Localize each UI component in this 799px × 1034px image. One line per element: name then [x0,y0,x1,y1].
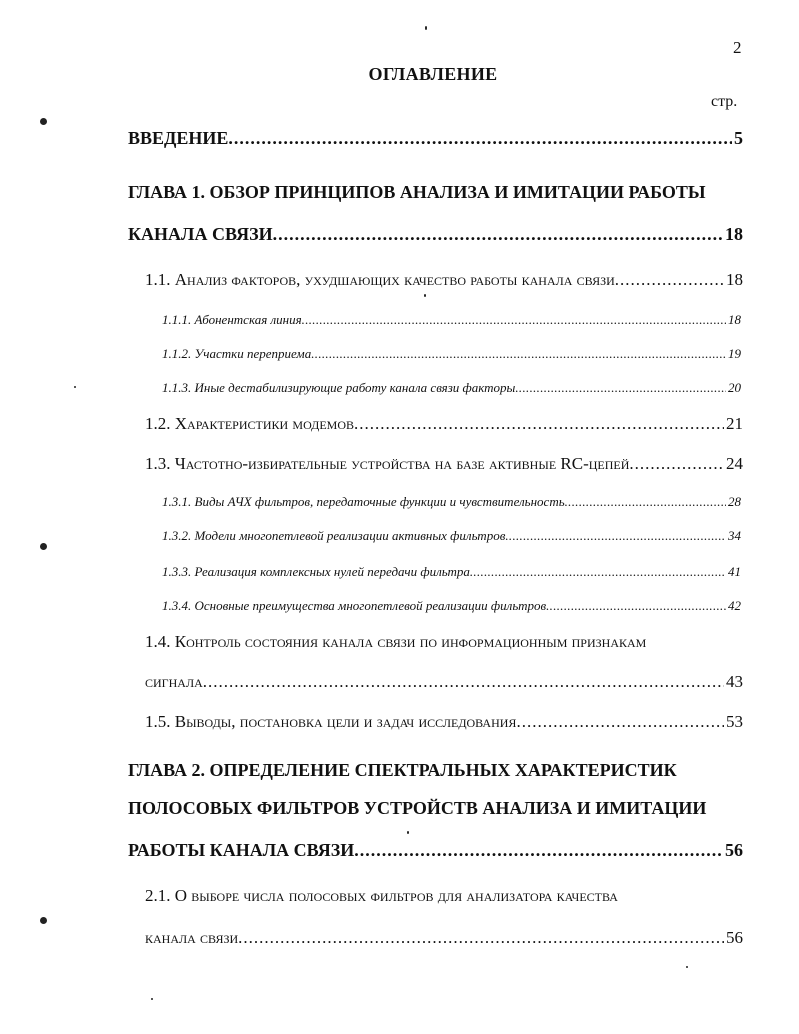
scan-speck [40,118,47,125]
toc-section-1-2[interactable] [145,414,743,434]
scan-speck [40,917,47,924]
toc-subsection-1-1-1[interactable] [162,312,741,328]
toc-entry-label: ВВЕДЕНИЕ [128,128,229,148]
toc-entry-page: 21 [726,414,743,433]
toc-entry-label: 1.3. Частотно-избирательные устройства на базе активные RC-цепей [145,454,630,473]
dot-leader [302,312,726,328]
toc-subsection-1-3-3[interactable] [162,564,741,580]
dot-leader [615,270,724,290]
toc-entry-page: 41 [728,564,741,579]
dot-leader [505,528,726,544]
scan-speck [407,831,409,834]
toc-entry-page: 24 [726,454,743,473]
toc-chapter-2-line-2[interactable]: ПОЛОСОВЫХ ФИЛЬТРОВ УСТРОЙСТВ АНАЛИЗА И ИМИТАЦИИ [128,798,707,818]
toc-entry-label: 1.2. Характеристики модемов [145,414,355,433]
toc-entry-page: 56 [725,840,743,860]
toc-subsection-1-1-2[interactable] [162,346,741,362]
dot-leader [273,224,723,245]
scan-speck [74,386,76,388]
toc-entry-label: 1.1.1. Абонентская линия [162,312,302,327]
dot-leader [546,598,726,614]
dot-leader [311,346,726,362]
toc-entry-page: 18 [728,312,741,327]
toc-subsection-1-3-4[interactable] [162,598,741,614]
toc-entry-label: РАБОТЫ КАНАЛА СВЯЗИ [128,840,355,860]
toc-entry-introduction[interactable] [128,128,743,149]
toc-entry-label: 1.1.2. Участки переприема [162,346,312,361]
toc-section-1-4-line-1[interactable]: 1.4. Контроль состояния канала связи по информационным признакам [145,632,647,651]
page-column-label: стр. [711,93,738,110]
page-title: ОГЛАВЛЕНИЕ [368,64,498,84]
toc-entry-label: КАНАЛА СВЯЗИ [128,224,273,244]
dot-leader [354,414,724,434]
toc-entry-page: 18 [725,224,743,244]
toc-chapter-1-line-1[interactable]: ГЛАВА 1. ОБЗОР ПРИНЦИПОВ АНАЛИЗА И ИМИТАЦИИ РАБОТЫ [128,182,706,202]
toc-entry-label: 1.3.1. Виды АЧХ фильтров, передаточные функции и чувствительность [162,494,565,509]
toc-entry-label: канала связи [145,928,239,947]
dot-leader [516,712,724,732]
toc-entry-page: 18 [726,270,743,289]
toc-entry-label: 1.1. Анализ факторов, ухудшающих качество работы канала связи [145,270,615,289]
toc-chapter-2[interactable] [128,840,743,861]
toc-section-1-1[interactable] [145,270,743,290]
dot-leader [565,494,726,510]
toc-entry-label: сигнала [145,672,203,691]
page-number: 2 [733,38,742,57]
toc-subsection-1-1-3[interactable] [162,380,741,396]
scan-speck [425,26,427,30]
dot-leader [238,928,724,948]
toc-entry-page: 43 [726,672,743,691]
toc-entry-page: 53 [726,712,743,731]
toc-entry-page: 20 [728,380,741,395]
dot-leader [515,380,726,396]
toc-subsection-1-3-2[interactable] [162,528,741,544]
dot-leader [629,454,724,474]
toc-section-1-4[interactable] [145,672,743,692]
dot-leader [470,564,726,580]
toc-section-1-3[interactable] [145,454,743,474]
toc-entry-page: 5 [734,128,743,148]
toc-entry-page: 42 [728,598,741,613]
toc-entry-label: 1.5. Выводы, постановка цели и задач исследования [145,712,517,731]
toc-subsection-1-3-1[interactable] [162,494,741,510]
toc-entry-label: 1.3.2. Модели многопетлевой реализации активных фильтров [162,528,506,543]
toc-entry-page: 56 [726,928,743,947]
toc-entry-label: 1.3.3. Реализация комплексных нулей передачи фильтра [162,564,470,579]
dot-leader [203,672,724,692]
toc-chapter-1[interactable] [128,224,743,245]
scan-speck [686,966,688,968]
toc-chapter-2-line-1[interactable]: ГЛАВА 2. ОПРЕДЕЛЕНИЕ СПЕКТРАЛЬНЫХ ХАРАКТЕРИСТИК [128,760,677,780]
scan-speck [424,294,426,297]
scan-speck [151,998,153,1000]
toc-entry-page: 28 [728,494,741,509]
toc-entry-label: 1.3.4. Основные преимущества многопетлевой реализации фильтров [162,598,547,613]
toc-entry-page: 34 [728,528,741,543]
toc-entry-page: 19 [728,346,741,361]
dot-leader [354,840,723,861]
scan-speck [40,543,47,550]
dot-leader [228,128,732,149]
toc-entry-label: 1.1.3. Иные дестабилизирующие работу канала связи факторы [162,380,516,395]
toc-section-2-1[interactable] [145,928,743,948]
toc-section-2-1-line-1[interactable]: 2.1. О выборе числа полосовых фильтров для анализатора качества [145,886,618,905]
toc-section-1-5[interactable] [145,712,743,732]
